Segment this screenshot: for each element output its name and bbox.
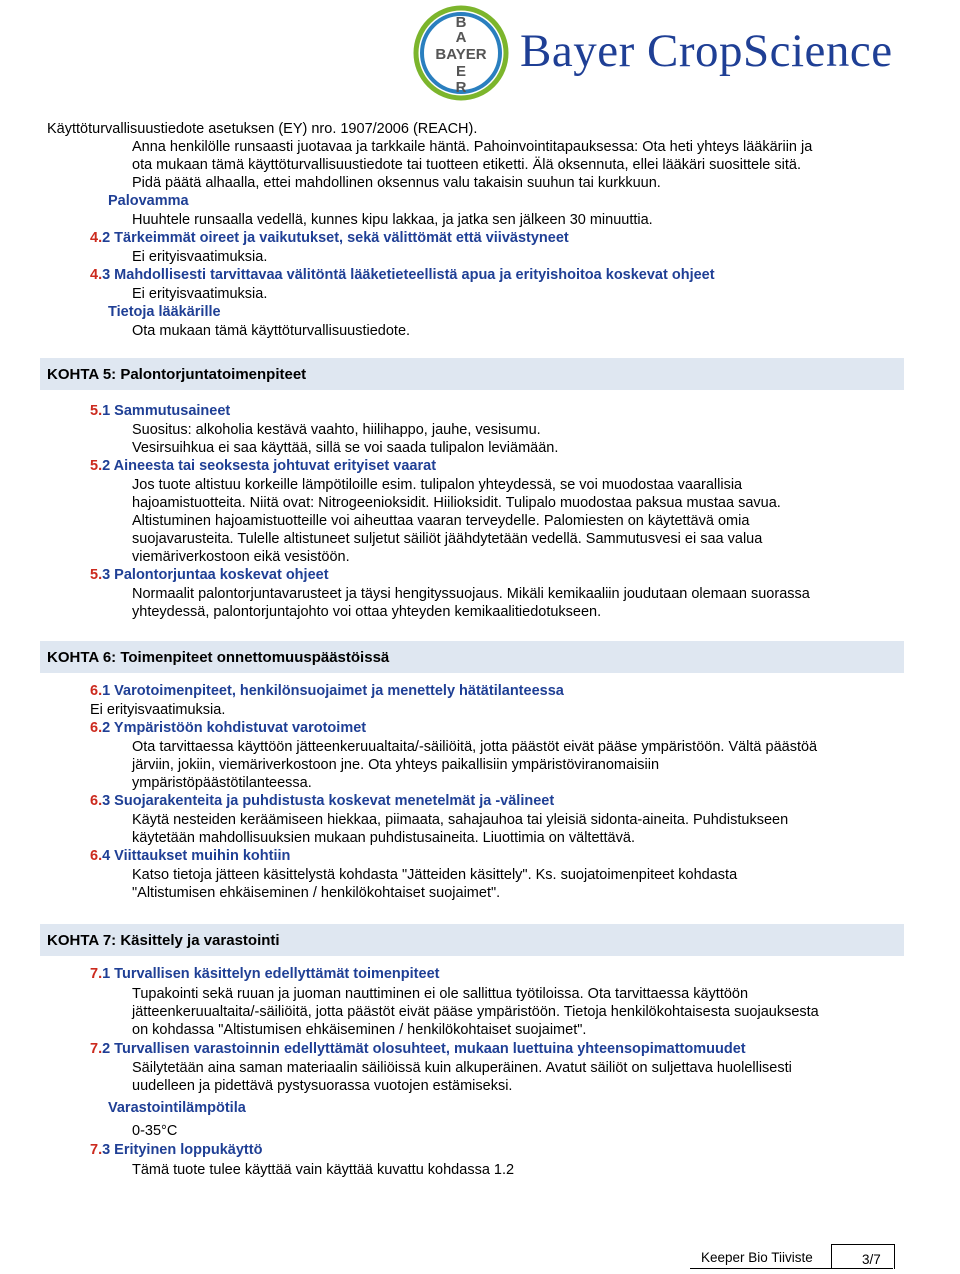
footer-page-number: 3/7	[862, 1252, 881, 1267]
text-4-2: Ei erityisvaatimuksia.	[132, 249, 268, 265]
text-6-2a: Ota tarvittaessa käyttöön jätteenkeruualtaita/-säiliöitä, jotta päästöt eivät pääse ympäristöön. Vältä päästöä	[132, 739, 818, 755]
text-5-3a: Normaalit palontorjuntavarusteet ja täysi hengityssuojaus. Mikäli kemikaaliin joudutaan olemaan suorassa	[132, 586, 810, 602]
heading-5-2: 5.2 Aineesta tai seoksesta johtuvat erityiset vaarat	[90, 458, 437, 474]
heading-6-3: 6.3 Suojarakenteita ja puhdistusta koskevat menetelmät ja -välineet	[90, 793, 555, 809]
section-6-band	[40, 641, 904, 673]
section-7-band	[40, 924, 904, 956]
text-7-1b: jätteenkeruualtaita/-säiliöitä, jotta päästöt eivät pääse ympäristöön. Tietoja henkilökohtaisesta suojauksesta	[132, 1004, 819, 1020]
text-6-2b: järviin, jokiin, viemäriverkostoon jne. Ota yhteys paikallisiin ympäristöviranomaisiin	[132, 757, 660, 773]
logo-letter-b: B	[455, 14, 467, 31]
heading-4-2: 4.2 Tärkeimmät oireet ja vaikutukset, sekä välittömät että viivästyneet	[90, 230, 569, 246]
brand-name: Bayer CropScience	[520, 25, 893, 77]
section-7-title: KOHTA 7: Käsittely ja varastointi	[47, 932, 280, 949]
section-5-title: KOHTA 5: Palontorjuntatoimenpiteet	[47, 366, 307, 383]
heading-7-3: 7.3 Erityinen loppukäyttö	[90, 1142, 263, 1158]
heading-5-3: 5.3 Palontorjuntaa koskevat ohjeet	[90, 567, 329, 583]
text-7-2b: uudelleen ja pidettävä pystysuorassa vuotojen estämiseksi.	[132, 1078, 513, 1094]
text-5-3b: yhteydessä, palontorjuntajohto voi ottaa yhteyden kemikaalitiedotukseen.	[132, 604, 602, 620]
text-6-1: Ei erityisvaatimuksia.	[90, 702, 226, 718]
text-5-1a: Suositus: alkoholia kestävä vaahto, hiilihappo, jauhe, vesisumu.	[132, 422, 541, 438]
logo-letter-r: R	[455, 79, 467, 96]
heading-6-2: 6.2 Ympäristöön kohdistuvat varotoimet	[90, 720, 367, 736]
doctor-subheading: Tietoja lääkärille	[108, 304, 221, 320]
heading-6-1: 6.1 Varotoimenpiteet, henkilönsuojaimet ja menettely hätätilanteessa	[90, 683, 564, 699]
section-5-band	[40, 358, 904, 390]
heading-6-4: 6.4 Viittaukset muihin kohtiin	[90, 848, 291, 864]
footer-rule	[690, 1268, 893, 1269]
storage-temp-subheading: Varastointilämpötila	[108, 1100, 246, 1116]
storage-temp-value: 0-35°C	[132, 1123, 178, 1139]
text-7-3: Tämä tuote tulee käyttää vain käyttää kuvattu kohdassa 1.2	[132, 1162, 515, 1178]
text-5-2d: suojavarusteita. Tulelle altistuneet suljetut säiliöt jäähdytetään vedellä. Sammutusvesi ei saa valua	[132, 531, 763, 547]
text-5-1b: Vesirsuihkua ei saa käyttää, sillä se voi saada tulipalon leviämään.	[132, 440, 559, 456]
s4-text-2: ota mukaan tämä käyttöturvallisuustiedote tai tuotteen etiketti. Älä oksennuta, ellei lääkäri suosittele sitä.	[132, 157, 801, 173]
s4-text-3: Pidä päätä alhaalla, ettei mahdollinen oksennus valu takaisin suuhun tai kurkkuun.	[132, 175, 661, 191]
text-6-3a: Käytä nesteiden keräämiseen hiekkaa, piimaata, sahajauhoa tai yleisiä sidonta-aineita. Puhdistukseen	[132, 812, 789, 828]
heading-7-2: 7.2 Turvallisen varastoinnin edellyttämät olosuhteet, mukaan luettuina yhteensopimattomuudet	[90, 1041, 746, 1057]
footer-product-name: Keeper Bio Tiiviste	[701, 1250, 813, 1265]
section-6-title: KOHTA 6: Toimenpiteet onnettomuuspäästöissä	[47, 649, 390, 666]
logo-letter-a: A	[455, 29, 467, 46]
text-6-4a: Katso tietoja jätteen käsittelystä kohdasta "Jätteiden käsittely". Ks. suojatoimenpiteet kohdasta	[132, 867, 738, 883]
text-6-2c: ympäristöpäästötilanteessa.	[132, 775, 312, 791]
text-7-1a: Tupakointi sekä ruuan ja juoman nauttiminen ei ole sallittua työtiloissa. Ota tarvittaessa käyttöön	[132, 986, 749, 1002]
text-6-3b: käytetään mahdollisuuksien mukaan puhdistusaineita. Liuottimia on vältettävä.	[132, 830, 635, 846]
heading-5-1: 5.1 Sammutusaineet	[90, 403, 231, 419]
heading-7-1: 7.1 Turvallisen käsittelyn edellyttämät toimenpiteet	[90, 966, 440, 982]
burn-text: Huuhtele runsaalla vedellä, kunnes kipu lakkaa, ja jatka sen jälkeen 30 minuuttia.	[132, 212, 653, 228]
text-6-4b: "Altistumisen ehkäiseminen / henkilökohtaiset suojaimet".	[132, 885, 501, 901]
logo-word-bayer: BAYER	[435, 46, 487, 63]
logo-letter-e: E	[455, 63, 467, 80]
regulation-line: Käyttöturvallisuustiedote asetuksen (EY) nro. 1907/2006 (REACH).	[47, 121, 478, 137]
doctor-text: Ota mukaan tämä käyttöturvallisuustiedote.	[132, 323, 411, 339]
text-7-2a: Säilytetään aina saman materiaalin säiliöissä kuin alkuperäinen. Avatut säiliöt on suljettava huolellisesti	[132, 1060, 792, 1076]
text-5-2e: viemäriverkostoon eikä vesistöön.	[132, 549, 350, 565]
heading-4-3: 4.3 Mahdollisesti tarvittavaa välitöntä lääketieteellistä apua ja erityishoitoa koskevat ohjeet	[90, 267, 715, 283]
text-4-3: Ei erityisvaatimuksia.	[132, 286, 268, 302]
s4-text-1: Anna henkilölle runsaasti juotavaa ja tarkkaile häntä. Pahoinvointitapauksessa: Ota heti yhteys lääkäriin ja	[132, 139, 813, 155]
bayer-cross-logo	[412, 4, 510, 107]
burn-subheading: Palovamma	[108, 193, 189, 209]
text-5-2c: Altistuminen hajoamistuotteille voi aiheuttaa vaaran terveydelle. Palomiesten on käytettävä omia	[132, 513, 750, 529]
text-7-1c: on kohdassa "Altistumisen ehkäiseminen / henkilökohtaiset suojaimet".	[132, 1022, 587, 1038]
text-5-2a: Jos tuote altistuu korkeille lämpötiloille esim. tulipalon yhteydessä, se voi muodostaa vaarallisia	[132, 477, 743, 493]
text-5-2b: hajoamistuotteita. Niitä ovat: Nitrogeenioksidit. Hiilioksidit. Tulipalo muodostaa paksua mustaa savua.	[132, 495, 781, 511]
